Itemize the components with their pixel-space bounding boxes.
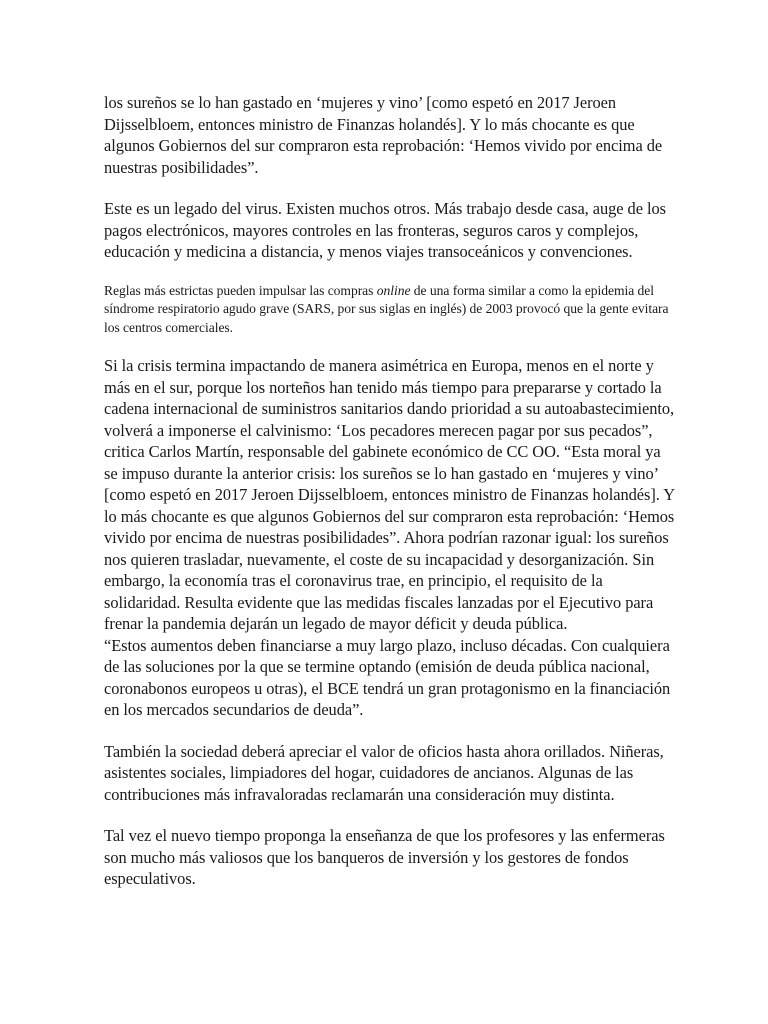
paragraph-new-times: Tal vez el nuevo tiempo proponga la enseñanza de que los profesores y las enfermeras son mucho más valiosos que los banqueros de inversión y los gestores de fondos especulativos. — [104, 826, 665, 889]
main-paragraph-quote: “Estos aumentos deben financiarse a muy largo plazo, incluso décadas. Con cualquiera de las soluciones por la que se termine optando (emisión de deuda pública nacional, coronabonos europeos u otras), el BCE tendrá un gran protagonismo en la financiación en los mercados secundarios de deuda”. — [104, 635, 671, 720]
note-text-before: Reglas más estrictas pueden impulsar las compras — [104, 282, 377, 298]
note-text-after: de una forma similar a como la epidemia del síndrome respiratorio agudo grave (SARS, por sus siglas en inglés) de 2003 provocó que la gente evitara los centros comerciales. — [104, 282, 669, 335]
note-emphasis: online — [376, 282, 411, 298]
paragraph-virus-legacy: Este es un legado del virus. Existen muchos otros. Más trabajo desde casa, auge de los pagos electrónicos, mayores controles en las fronteras, seguros caros y complejos, educación y medicina a distancia, y menos viajes transoceánicos y convenciones. — [104, 199, 666, 261]
document-page — [104, 92, 676, 890]
main-paragraph — [104, 355, 676, 721]
paragraph-continued: los sureños se lo han gastado en ‘mujeres y vino’ [como espetó en 2017 Jeroen Dijsselbloem, entonces ministro de Finanzas holandés]. Y lo más chocante es que algunos Gobiernos del sur compraron esta reprobación: ‘Hemos vivido por encima de nuestras posibilidades”. — [104, 93, 663, 177]
note-paragraph — [104, 282, 676, 338]
paragraph-society: También la sociedad deberá apreciar el valor de oficios hasta ahora orillados. Niñeras, asistentes sociales, limpiadores del hogar, cuidadores de ancianos. Algunas de las contribuciones más infravaloradas reclamarán una consideración muy distinta. — [104, 741, 664, 804]
main-paragraph-text: Si la crisis termina impactando de manera asimétrica en Europa, menos en el norte y más en el sur, porque los norteños han tenido más tiempo para prepararse y cortado la cadena internacional de suministros sanitarios dando prioridad a su autoabastecimiento, volverá a imponerse el calvinismo: ‘Los pecadores merecen pagar por sus pecados”, critica Carlos Martín, responsable del gabinete económico de CC OO. “Esta moral ya se impuso durante la anterior crisis: los sureños se lo han gastado en ‘mujeres y vino’ [como espetó en 2017 Jeroen Dijsselbloem, entonces ministro de Finanzas holandés]. Y lo más chocante es que algunos Gobiernos del sur compraron esta reprobación: ‘Hemos vivido por encima de nuestras posibilidades”. Ahora podrían razonar igual: los sureños nos quieren trasladar, nuevamente, el coste de su incapacidad y desorganización. Sin embargo, la economía tras el coronavirus trae, en principio, el requisito de la solidaridad. Resulta evidente que las medidas fiscales lanzadas por el Ejecutivo para frenar la pandemia dejarán un legado de mayor déficit y deuda pública. — [104, 356, 675, 634]
